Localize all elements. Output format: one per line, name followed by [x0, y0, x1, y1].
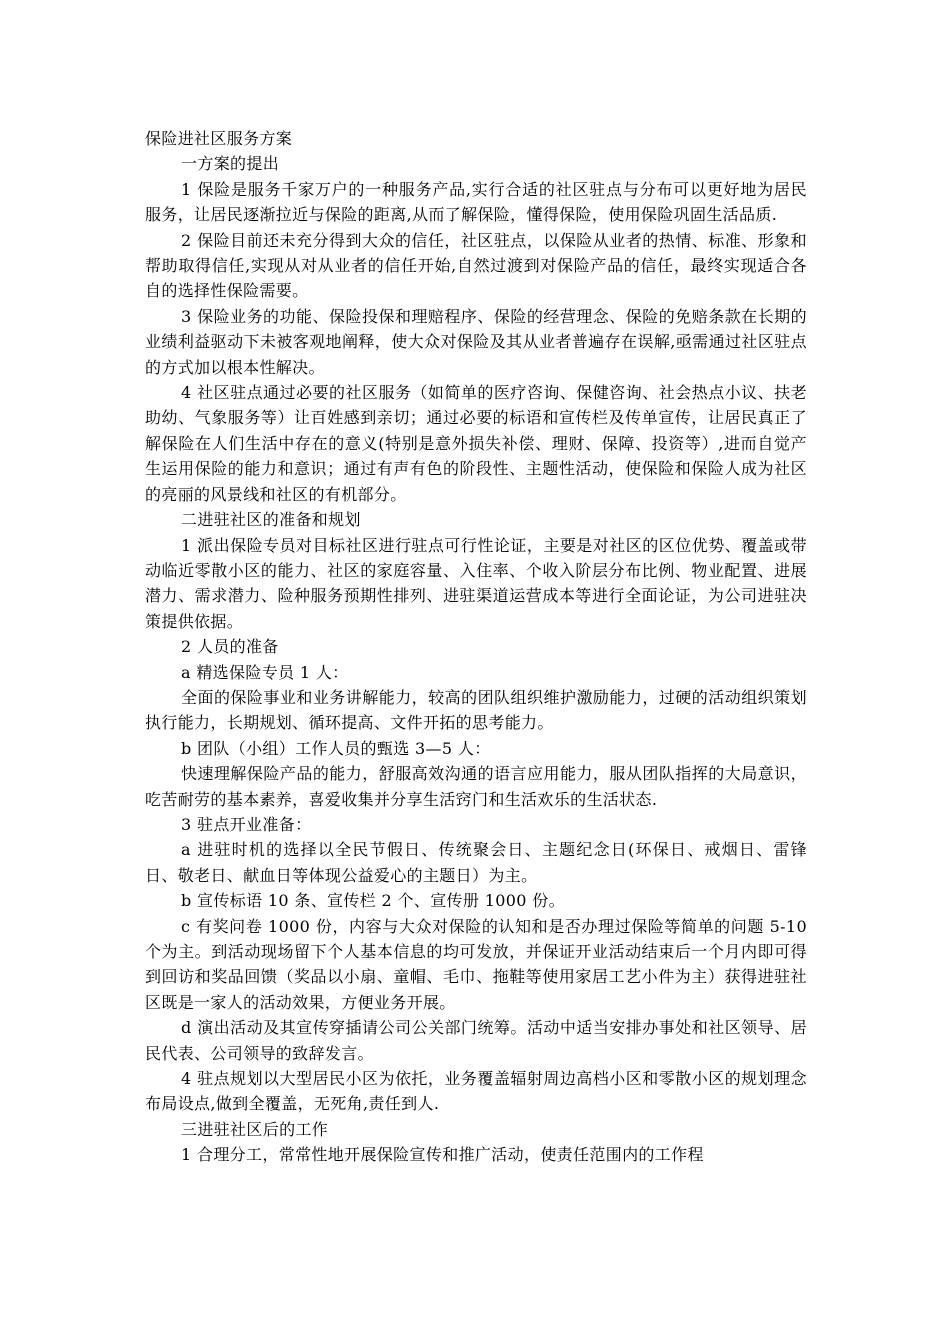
- document-title: 保险进社区服务方案: [145, 129, 293, 148]
- paragraph-subheading: b 团队（小组）工作人员的甄选 3—5 人：: [181, 738, 491, 758]
- document-page: [145, 126, 807, 1168]
- paragraph: a 进驻时机的选择以全民节假日、传统聚会日、主题纪念日(环保日、戒烟日、雷锋日、敬老日、献血日等体现公益爱心的主题日）为主。: [145, 840, 807, 885]
- paragraph: 全面的保险事业和业务讲解能力，较高的团队组织维护激励能力，过硬的活动组织策划执行能力，长期规划、循环提高、文件开拓的思考能力。: [145, 687, 807, 733]
- paragraph: 1 保险是服务千家万户的一种服务产品,实行合适的社区驻点与分布可以更好地为居民服务，让居民逐渐拉近与保险的距离,从而了解保险，懂得保险，使用保险巩固生活品质.: [145, 179, 807, 225]
- paragraph-section-heading: 三进驻社区后的工作: [181, 1119, 329, 1139]
- paragraph: 快速理解保险产品的能力，舒服高效沟通的语言应用能力，服从团队指挥的大局意识，吃苦耐劳的基本素养，喜爱收集并分享生活窍门和生活欢乐的生活状态.: [145, 764, 807, 809]
- paragraph-section-heading: 二进驻社区的准备和规划: [181, 510, 361, 530]
- paragraph: 4 社区驻点通过必要的社区服务（如简单的医疗咨询、保健咨询、社会热点小议、扶老助幼、气象服务等）让百姓感到亲切；通过必要的标语和宣传栏及传单宣传，让居民真正了解保险在人们生活中存在的意义(特别是意外损失补偿、理财、保障、投资等）,进而自觉产生运用保险的能力和意识；通过有声有色的阶段性、主题性活动，使保险和保险人成为社区的亮丽的风景线和社区的有机部分。: [145, 383, 807, 504]
- paragraph: c 有奖问卷 1000 份，内容与大众对保险的认知和是否办理过保险等简单的问题 5-10 个为主。到活动现场留下个人基本信息的均可发放，并保证开业活动结束后一个月内即可得到回访和奖品回馈（奖品以小扇、童帽、毛巾、拖鞋等使用家居工艺小件为主）获得进驻社区既是一家人的活动效果，方便业务开展。: [145, 916, 807, 1012]
- paragraph: 2 保险目前还未充分得到大众的信任，社区驻点，以保险从业者的热情、标准、形象和帮助取得信任,实现从对从业者的信任开始,自然过渡到对保险产品的信任，最终实现适合各自的选择性保险需要。: [145, 230, 807, 301]
- paragraph: 1 派出保险专员对目标社区进行驻点可行性论证，主要是对社区的区位优势、覆盖或带动临近零散小区的能力、社区的家庭容量、入住率、个收入阶层分布比例、物业配置、进展潜力、需求潜力、险种服务预期性排列、进驻渠道运营成本等进行全面论证，为公司进驻决策提供依据。: [145, 535, 807, 631]
- paragraph: d 演出活动及其宣传穿插请公司公关部门统筹。活动中适当安排办事处和社区领导、居民代表、公司领导的致辞发言。: [145, 1018, 807, 1063]
- paragraph-subheading: 2 人员的准备: [181, 637, 279, 657]
- paragraph-subheading: a 精选保险专员 1 人：: [181, 662, 349, 682]
- paragraph: 3 保险业务的功能、保险投保和理赔程序、保险的经营理念、保险的免赔条款在长期的业绩利益驱动下未被客观地阐释，使大众对保险及其从业者普遍存在误解,亟需通过社区驻点的方式加以根本性解决。: [145, 306, 807, 377]
- paragraph: 1 合理分工，常常性地开展保险宣传和推广活动，使责任范围内的工作程: [181, 1145, 704, 1165]
- paragraph-section-heading: 一方案的提出: [181, 154, 280, 174]
- paragraph-subheading: 3 驻点开业准备：: [181, 814, 312, 834]
- paragraph: 4 驻点规划以大型居民小区为依托，业务覆盖辐射周边高档小区和零散小区的规划理念布局设点,做到全覆盖，无死角,责任到人.: [145, 1069, 807, 1114]
- paragraph: b 宣传标语 10 条、宣传栏 2 个、宣传册 1000 份。: [181, 891, 565, 911]
